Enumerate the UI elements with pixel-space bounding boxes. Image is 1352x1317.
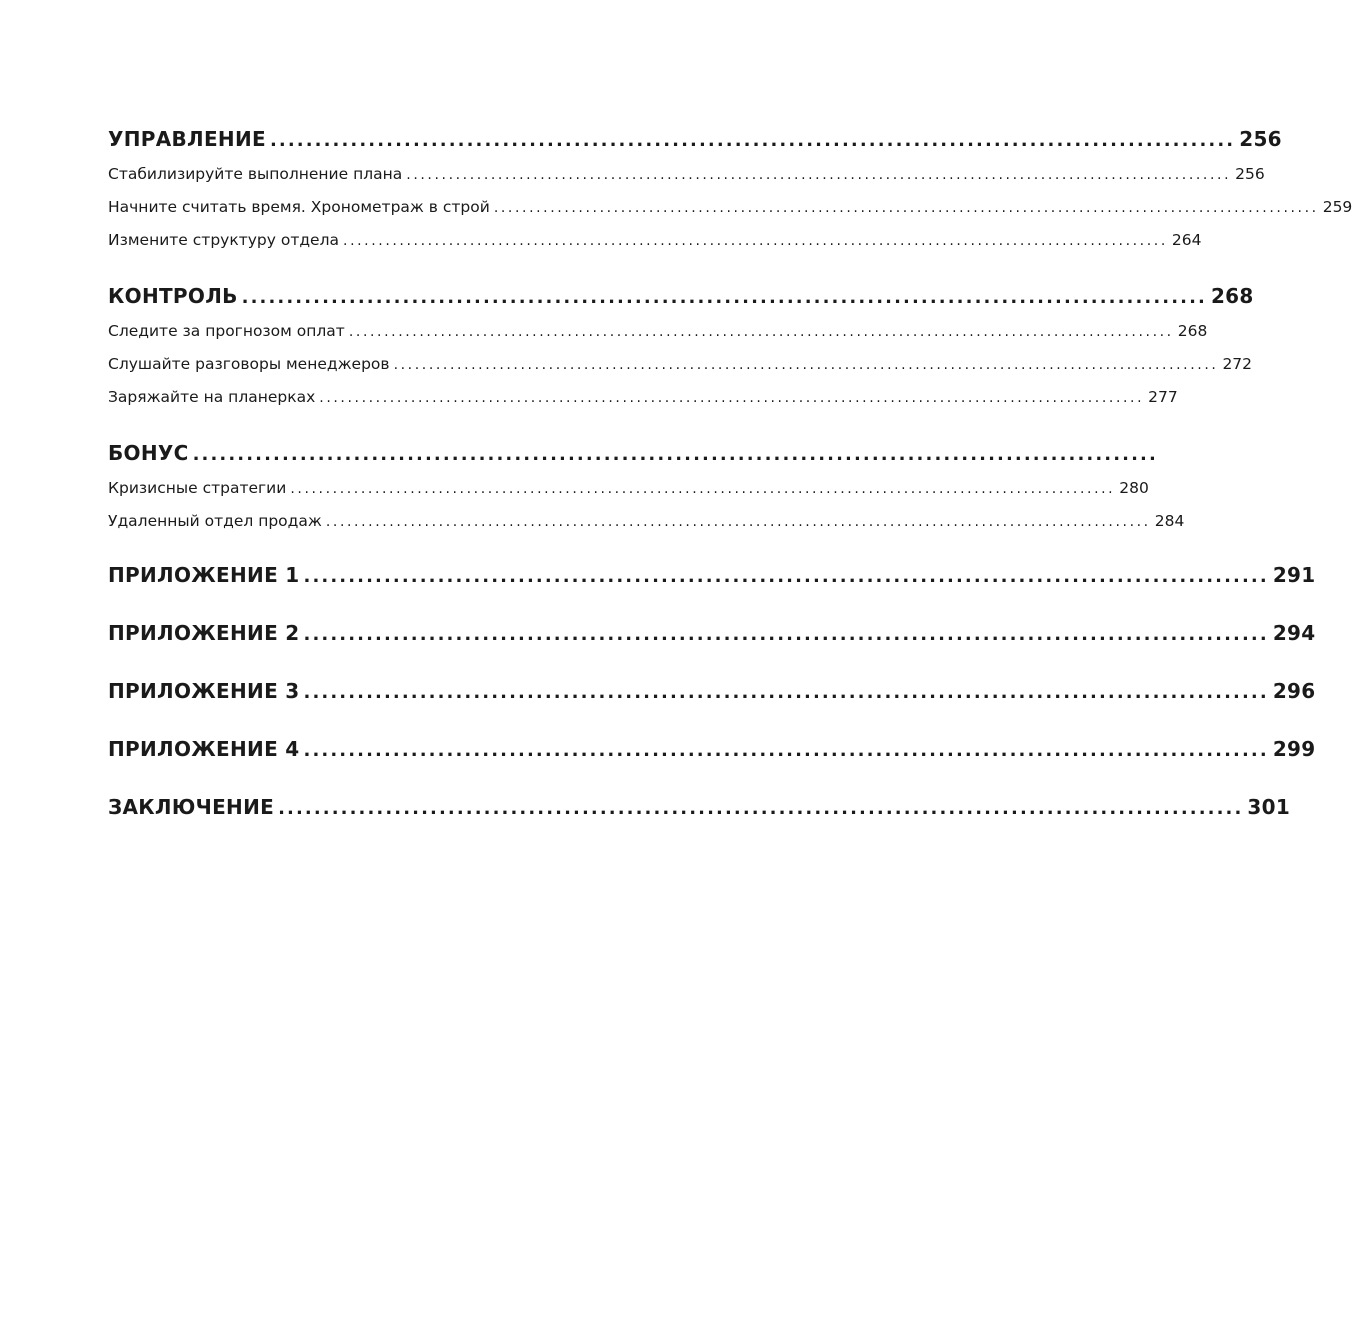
toc-entry xyxy=(108,381,1178,414)
dot-leader: ............................................................................................................ xyxy=(303,566,1269,587)
section-title: КОНТРОЛЬ xyxy=(108,284,238,308)
dot-leader: ..................................................................................................................... xyxy=(406,167,1232,183)
toc-entry xyxy=(108,158,1265,191)
toc-section-appendix-1 xyxy=(108,556,1316,594)
entry-title: Кризисные стратегии xyxy=(108,479,287,497)
entry-title: Начните считать время. Хронометраж в строй xyxy=(108,198,490,216)
entry-title: Измените структуру отдела xyxy=(108,231,340,249)
dot-leader: ............................................................................................................ xyxy=(192,444,1158,465)
toc-section-heading xyxy=(108,277,1254,315)
page-number: 256 xyxy=(1239,127,1282,151)
section-title: БОНУС xyxy=(108,441,189,465)
dot-leader: ..................................................................................................................... xyxy=(290,481,1116,497)
toc-section-appendix-2 xyxy=(108,614,1316,652)
entry-title: Заряжайте на планерках xyxy=(108,388,316,406)
page-number: 277 xyxy=(1148,388,1178,406)
table-of-contents xyxy=(108,120,1352,846)
toc-section-appendix-4 xyxy=(108,730,1316,768)
page-number: 264 xyxy=(1171,231,1202,249)
section-title: ПРИЛОЖЕНИЕ 1 xyxy=(108,563,300,587)
page-number: 301 xyxy=(1247,795,1291,819)
entry-title: Удаленный отдел продаж xyxy=(108,512,322,530)
section-title: ПРИЛОЖЕНИЕ 4 xyxy=(108,737,300,761)
page-number: 294 xyxy=(1272,621,1316,645)
dot-leader: ..................................................................................................................... xyxy=(319,390,1145,406)
page-number: 280 xyxy=(1119,479,1149,497)
toc-section-appendix-3 xyxy=(108,672,1316,710)
dot-leader: ..................................................................................................................... xyxy=(348,324,1174,340)
section-title: ПРИЛОЖЕНИЕ 3 xyxy=(108,679,300,703)
toc-group-control xyxy=(108,277,1254,414)
dot-leader: ............................................................................................................ xyxy=(241,287,1207,308)
page-number: 284 xyxy=(1154,512,1185,530)
dot-leader: ............................................................................................................ xyxy=(269,130,1236,151)
toc-entry xyxy=(108,348,1253,381)
page-number: 291 xyxy=(1272,563,1316,587)
page-number: 268 xyxy=(1210,284,1254,308)
page-number: 299 xyxy=(1272,737,1316,761)
dot-leader: ..................................................................................................................... xyxy=(393,357,1219,373)
toc-section-conclusion xyxy=(108,788,1291,826)
dot-leader: ..................................................................................................................... xyxy=(493,200,1319,216)
entry-title: Следите за прогнозом оплат xyxy=(108,322,345,340)
dot-leader: ............................................................................................................ xyxy=(303,682,1269,703)
page-number: 272 xyxy=(1222,355,1253,373)
page-number: 256 xyxy=(1235,165,1265,183)
section-title: ЗАКЛЮЧЕНИЕ xyxy=(108,795,275,819)
toc-group-bonus xyxy=(108,434,1185,538)
entry-title: Слушайте разговоры менеджеров xyxy=(108,355,390,373)
toc-entry xyxy=(108,472,1149,505)
dot-leader: ..................................................................................................................... xyxy=(325,514,1151,530)
page-number: 259 xyxy=(1322,198,1352,216)
dot-leader: ............................................................................................................ xyxy=(303,624,1269,645)
page-number: 268 xyxy=(1177,322,1208,340)
toc-entry xyxy=(108,191,1352,224)
toc-entry xyxy=(108,224,1202,257)
dot-leader: ............................................................................................................ xyxy=(278,798,1244,819)
page-number: 296 xyxy=(1272,679,1316,703)
section-title: ПРИЛОЖЕНИЕ 2 xyxy=(108,621,300,645)
toc-entry xyxy=(108,505,1185,538)
toc-section-heading xyxy=(108,120,1282,158)
toc-entry xyxy=(108,315,1208,348)
dot-leader: ............................................................................................................ xyxy=(303,740,1269,761)
toc-section-heading xyxy=(108,434,1158,472)
entry-title: Стабилизируйте выполнение плана xyxy=(108,165,403,183)
dot-leader: ..................................................................................................................... xyxy=(343,233,1168,249)
toc-group-management xyxy=(108,120,1352,257)
section-title: УПРАВЛЕНИЕ xyxy=(108,127,266,151)
